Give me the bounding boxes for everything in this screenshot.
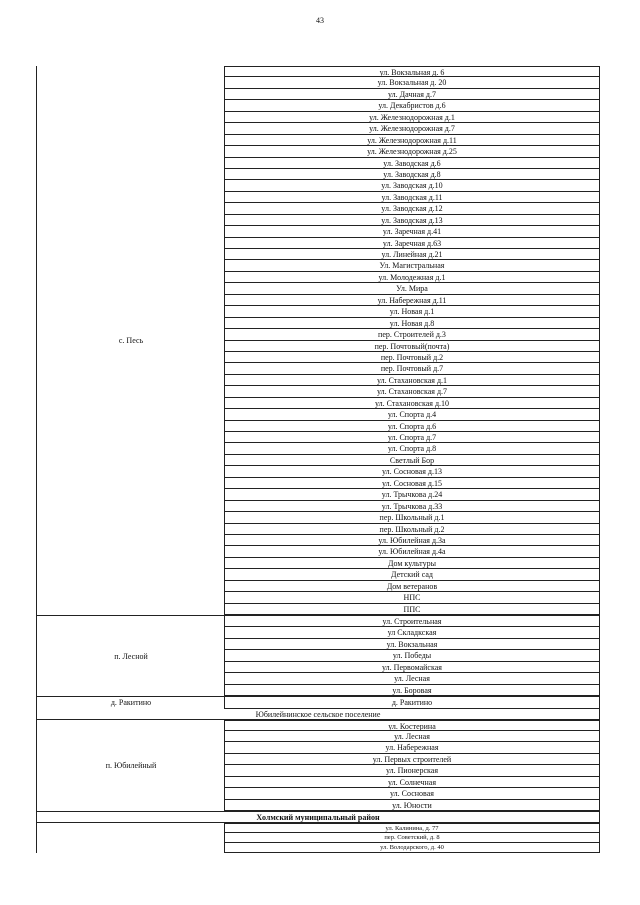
address-row: пер. Почтовый д.7 bbox=[225, 363, 599, 374]
address-list bbox=[224, 823, 600, 853]
address-row: ул. Декабристов д.6 bbox=[225, 100, 599, 111]
address-row: ул. Молодежная д.1 bbox=[225, 272, 599, 283]
address-row: пер. Почтовый д.2 bbox=[225, 352, 599, 363]
address-row: ул. Набережная д.11 bbox=[225, 295, 599, 306]
settlement-group-3 bbox=[36, 823, 600, 853]
address-row: ул. Костерина bbox=[225, 720, 599, 731]
address-row: ул. Сосновая д.15 bbox=[225, 478, 599, 489]
address-row: ул. Лесная bbox=[225, 731, 599, 742]
address-list bbox=[224, 66, 600, 615]
settlement-name bbox=[36, 823, 225, 853]
settlement-name: с. Песь bbox=[36, 66, 225, 615]
address-row: ул. Новая д.8 bbox=[225, 318, 599, 329]
settlement-group-1 bbox=[36, 66, 600, 709]
address-row: д. Ракитино bbox=[225, 697, 599, 708]
settlement-name: д. Ракитино bbox=[36, 697, 225, 708]
address-row: ул. Калинина, д. 77 bbox=[225, 823, 599, 833]
address-row: ул. Спорта д.7 bbox=[225, 432, 599, 443]
address-row: ул. Строительная bbox=[225, 616, 599, 627]
address-row: ул. Железнодорожная д.1 bbox=[225, 112, 599, 123]
address-row: ул. Железнодорожная д.7 bbox=[225, 123, 599, 134]
address-row: ул. Железнодорожная д.11 bbox=[225, 135, 599, 146]
address-row: ул. Вокзальная д. 20 bbox=[225, 77, 599, 88]
address-row: ул. Заводская д.6 bbox=[225, 158, 599, 169]
address-row: ул. Солнечная bbox=[225, 777, 599, 788]
page-number: 43 bbox=[316, 16, 324, 25]
address-row: ул. Заводская д.8 bbox=[225, 169, 599, 180]
address-row: Детский сад bbox=[225, 569, 599, 580]
address-row: ул. Спорта д.4 bbox=[225, 409, 599, 420]
address-row: ул. Лесная bbox=[225, 673, 599, 684]
address-row: ул. Стахановская д.1 bbox=[225, 375, 599, 386]
address-row: ул. Дачная д.7 bbox=[225, 89, 599, 100]
section-heading-kholm: Холмский муниципальный район bbox=[36, 811, 600, 823]
address-row: ул. Трычкова д.33 bbox=[225, 501, 599, 512]
address-row: ул. Трычкова д.24 bbox=[225, 489, 599, 500]
settlement-section bbox=[36, 696, 600, 708]
address-row: ул. Железнодорожная д.25 bbox=[225, 146, 599, 157]
address-row: ул. Юбилейная д.4а bbox=[225, 546, 599, 557]
address-row: ППС bbox=[225, 604, 599, 615]
address-row: пер. Советский, д. 8 bbox=[225, 833, 599, 843]
address-row: ул. Линейная д.21 bbox=[225, 249, 599, 260]
address-row: ул Складкская bbox=[225, 627, 599, 638]
address-row: пер. Школьный д.2 bbox=[225, 524, 599, 535]
address-row: ул. Юбилейная д.3а bbox=[225, 535, 599, 546]
address-row: ул. Победы bbox=[225, 650, 599, 661]
settlement-section bbox=[36, 720, 600, 812]
address-list bbox=[224, 697, 600, 708]
settlement-section bbox=[36, 615, 600, 696]
settlement-name: п. Лесной bbox=[36, 616, 225, 696]
address-row: Светлый Бор bbox=[225, 455, 599, 466]
address-row: ул. Набережная bbox=[225, 742, 599, 753]
settlement-group-2 bbox=[36, 720, 600, 812]
address-row: ул. Заводская д.13 bbox=[225, 215, 599, 226]
address-row: ул. Заречная д.41 bbox=[225, 226, 599, 237]
address-row: ул. Спорта д.6 bbox=[225, 421, 599, 432]
address-row: Ул. Мира bbox=[225, 283, 599, 294]
address-row: ул. Володарского, д. 40 bbox=[225, 843, 599, 853]
address-row: Ул. Магистральная bbox=[225, 260, 599, 271]
address-row: ул. Вокзальная д. 6 bbox=[225, 66, 599, 77]
address-row: ул. Заречная д.63 bbox=[225, 238, 599, 249]
address-row: ул. Первых строителей bbox=[225, 754, 599, 765]
address-row: ул. Заводская д.10 bbox=[225, 180, 599, 191]
address-row: ул. Пионерская bbox=[225, 765, 599, 776]
address-row: Дом ветеранов bbox=[225, 581, 599, 592]
address-row: ул. Стахановская д.7 bbox=[225, 386, 599, 397]
settlement-section bbox=[36, 66, 600, 615]
address-row: ул. Вокзальная bbox=[225, 639, 599, 650]
address-row: ул. Спорта д.8 bbox=[225, 443, 599, 454]
address-row: ул. Первомайская bbox=[225, 662, 599, 673]
address-list bbox=[224, 616, 600, 696]
address-row: пер. Строителей д.3 bbox=[225, 329, 599, 340]
address-row: ул. Юности bbox=[225, 800, 599, 811]
address-row: НПС bbox=[225, 592, 599, 603]
address-row: Дом культуры bbox=[225, 558, 599, 569]
address-table bbox=[36, 66, 600, 853]
address-row: ул. Заводская д.12 bbox=[225, 203, 599, 214]
address-list bbox=[224, 720, 600, 812]
address-row: ул. Боровая bbox=[225, 685, 599, 696]
settlement-name: п. Юбилейный bbox=[36, 720, 225, 812]
address-row: пер. Почтовый(почта) bbox=[225, 341, 599, 352]
section-heading-jubileynoe: Юбилейнинское сельское поселение bbox=[36, 709, 600, 720]
address-row: ул. Сосновая bbox=[225, 788, 599, 799]
address-row: ул. Сосновая д.13 bbox=[225, 466, 599, 477]
settlement-section bbox=[36, 823, 600, 853]
address-row: ул. Стахановская д.10 bbox=[225, 398, 599, 409]
address-row: пер. Школьный д.1 bbox=[225, 512, 599, 523]
address-row: ул. Заводская д.11 bbox=[225, 192, 599, 203]
address-row: ул. Новая д.1 bbox=[225, 306, 599, 317]
